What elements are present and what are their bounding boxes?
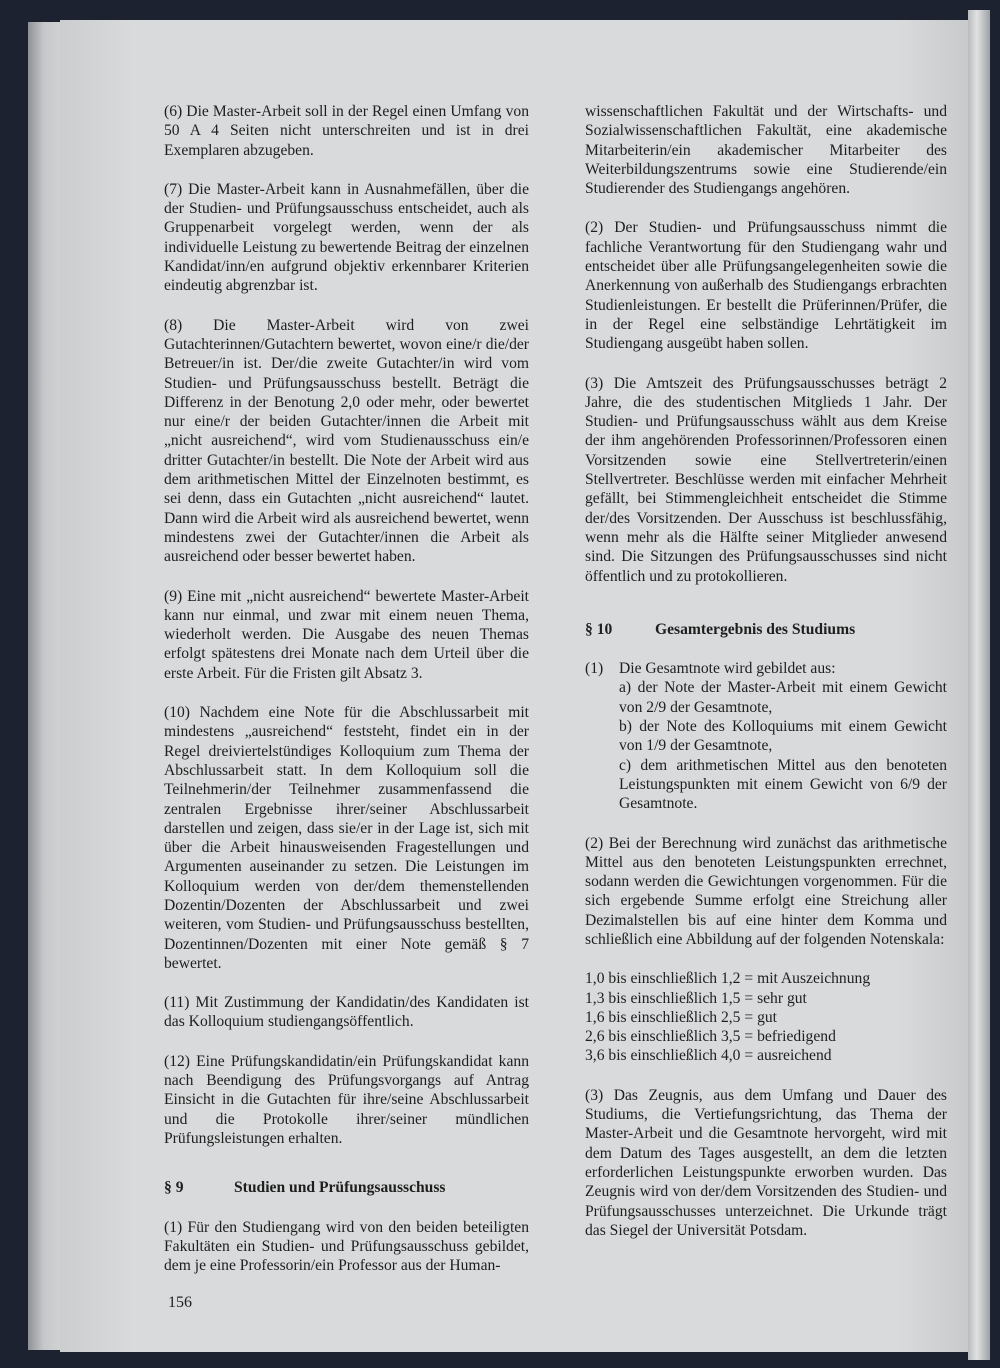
paragraph-7: (7) Die Master-Arbeit kann in Ausnahmefällen, über die der Studien- und Prüfungsausschuss entscheidet, auch als Gruppenarbeit vorgelegt werden, wenn der als individuelle Leistung zu bewertende Beitrag der einzelnen Kandidat/inn/en aufgrund objektiv erkennbarer Kriterien eindeutig abgrenzbar ist. (164, 180, 529, 295)
section-10-item-c: c) dem arithmetischen Mittel aus den benoteten Leistungspunkten mit einem Gewicht von 6/9 der Gesamtnote. (619, 756, 947, 813)
section-10-paragraph-1-label: (1) (585, 660, 604, 678)
section-9-heading (164, 1178, 529, 1197)
right-column (585, 102, 947, 1260)
paragraph-9: (9) Eine mit „nicht ausreichend“ bewertete Master-Arbeit kann nur einmal, und zwar mit einem neuen Thema, wiederholt werden. Die Ausgabe des neuen Themas erfolgt spätestens drei Monate nach dem Urteil über die erste Arbeit. Für die Fristen gilt Absatz 3. (164, 587, 529, 682)
section-9-paragraph-1: (1) Für den Studiengang wird von den beiden beteiligten Fakultäten ein Studien- und Prüfungsausschuss gebildet, dem je eine Professorin/ein Professor aus der Human- (164, 1218, 529, 1275)
left-column (164, 102, 529, 1295)
section-10-heading (585, 620, 947, 639)
grade-scale-line: 3,6 bis einschließlich 4,0 = ausreichend (585, 1047, 832, 1065)
section-10-paragraph-1-intro: Die Gesamtnote wird gebildet aus: (619, 660, 836, 678)
section-10-paragraph-2: (2) Bei der Berechnung wird zunächst das arithmetische Mittel aus den benoteten Leistungspunkten errechnet, sodann werden die Gewichtungen vorgenommen. Für die sich ergebende Summe erfolgt eine Streichung aller Dezimalstellen bis auf eine hinter dem Komma und schließlich eine Abbildung auf der folgenden Notenskala: (585, 834, 947, 948)
paragraph-11: (11) Mit Zustimmung der Kandidatin/des Kandidaten ist das Kolloquium studiengangsöffentlich. (164, 994, 529, 1031)
page-number: 156 (168, 1294, 192, 1311)
section-10-item-b: b) der Note des Kolloquiums mit einem Gewicht von 1/9 der Gesamtnote, (619, 718, 947, 755)
section-9-title: Studien und Prüfungsausschuss (234, 1179, 446, 1197)
paragraph-10: (10) Nachdem eine Note für die Abschlussarbeit mit mindestens „ausreichend“ feststeht, findet ein in der Regel dreiviertelstündiges Kolloquium zum Thema der Abschlussarbeit statt. In dem Kolloquium soll die Teilnehmerin/der Teilnehmer zusammenfassend die zentralen Ergebnisse ihrer/seiner Abschlussarbeit darstellen und zeigen, dass sie/er in der Lage ist, sich mit über die Arbeit hinausweisenden Fragestellungen und Argumenten auseinander zu setzen. Die Leistungen im Kolloquium werden von der/dem themenstellenden Dozentin/Dozenten der Abschlussarbeit und zwei weiteren, vom Studien- und Prüfungsausschuss bestellten, Dozentinnen/Dozenten mit einer Note gemäß § 7 bewertet. (164, 704, 529, 972)
section-10-number: § 10 (585, 620, 613, 638)
section-10-title: Gesamtergebnis des Studiums (655, 620, 856, 638)
paragraph-8: (8) Die Master-Arbeit wird von zwei Gutachterinnen/Gutachtern bewertet, wovon eine/r die/der Betreuer/in ist. Der/die zweite Gutachter/in wird vom Studien- und Prüfungsausschuss bestellt. Beträgt die Differenz in der Benotung 2,0 oder mehr, oder bewertet nur eine/r der beiden Gutachter/innen die Arbeit mit „nicht ausreichend“, wird vom Studienausschuss ein/e dritter Gutachter/in bestellt. Die Note der Arbeit wird aus dem arithmetischen Mittel der Einzelnoten bestimmt, es sei denn, dass ein Gutachten „nicht ausreichend“ lautet. Dann wird die Arbeit wird als ausreichend bewertet, wenn mindestens zwei der Gutachter/innen die Arbeit als ausreichend oder besser bewertet haben. (164, 316, 529, 566)
paragraph-12: (12) Eine Prüfungskandidatin/ein Prüfungskandidat kann nach Beendigung des Prüfungsvorgangs auf Antrag Einsicht in die Gutachten für ihre/seine Abschlussarbeit und die Protokolle ihrer/seiner mündlichen Prüfungsleistungen erhalten. (164, 1052, 529, 1147)
section-9-paragraph-2: (2) Der Studien- und Prüfungsausschuss nimmt die fachliche Verantwortung für den Studiengang wahr und entscheidet über alle Prüfungsangelegenheiten sowie die Anerkennung von außerhalb des Studiengangs erbrachten Studienleistungen. Er bestellt die Prüferinnen/Prüfer, die in der Regel eine selbständige Lehrtätigkeit im Studiengang ausgeübt haben sollen. (585, 219, 947, 353)
grade-scale-line: 1,6 bis einschließlich 2,5 = gut (585, 1008, 777, 1026)
section-10-paragraph-1 (585, 659, 947, 813)
grade-scale-line: 1,0 bis einschließlich 1,2 = mit Auszeichnung (585, 970, 871, 988)
grade-scale (585, 969, 947, 1065)
section-10-paragraph-3: (3) Das Zeugnis, aus dem Umfang und Dauer des Studiums, die Vertiefungsrichtung, das Thema der Master-Arbeit und die Gesamtnote hervorgeht, wird mit dem Datum des Tages ausgestellt, an dem die letzten erforderlichen Leistungspunkte erworben wurden. Das Zeugnis wird von der/dem Vorsitzenden des Studien- und Prüfungsausschusses unterzeichnet. Die Urkunde trägt das Siegel der Universität Potsdam. (585, 1086, 947, 1239)
section-10-item-a: a) der Note der Master-Arbeit mit einem Gewicht von 2/9 der Gesamtnote, (619, 679, 947, 716)
section-9-paragraph-3: (3) Die Amtszeit des Prüfungsausschusses beträgt 2 Jahre, die des studentischen Mitglieds 1 Jahr. Der Studien- und Prüfungsausschuss wählt aus dem Kreise der ihm angehörenden Professorinnen/Professoren einen Vorsitzenden sowie eine Stellvertreterin/einen Stellvertreter. Beschlüsse werden mit einfacher Mehrheit gefällt, bei Stimmengleichheit entscheidet die Stimme der/des Vorsitzenden. Der Ausschuss ist beschlussfähig, wenn mehr als die Hälfte seiner Mitglieder anwesend sind. Die Sitzungen des Prüfungsausschusses sind nicht öffentlich und zu protokollieren. (585, 374, 947, 585)
page-stack-right (968, 10, 990, 1360)
grade-scale-line: 1,3 bis einschließlich 1,5 = sehr gut (585, 989, 807, 1007)
section-9-number: § 9 (164, 1179, 184, 1197)
grade-scale-line: 2,6 bis einschließlich 3,5 = befriedigend (585, 1028, 836, 1046)
section-10-paragraph-1-body (619, 659, 947, 813)
section-9-paragraph-1-continued: wissenschaftlichen Fakultät und der Wirtschafts- und Sozialwissenschaftlichen Fakultät, eine akademische Mitarbeiterin/ein akademischer Mitarbeiter des Weiterbildungszentrums sowie eine Studierende/ein Studierender des Studiengangs angehören. (585, 103, 947, 198)
paragraph-6: (6) Die Master-Arbeit soll in der Regel einen Umfang von 50 A 4 Seiten nicht unterschreiten und ist in drei Exemplaren abzugeben. (164, 103, 529, 159)
